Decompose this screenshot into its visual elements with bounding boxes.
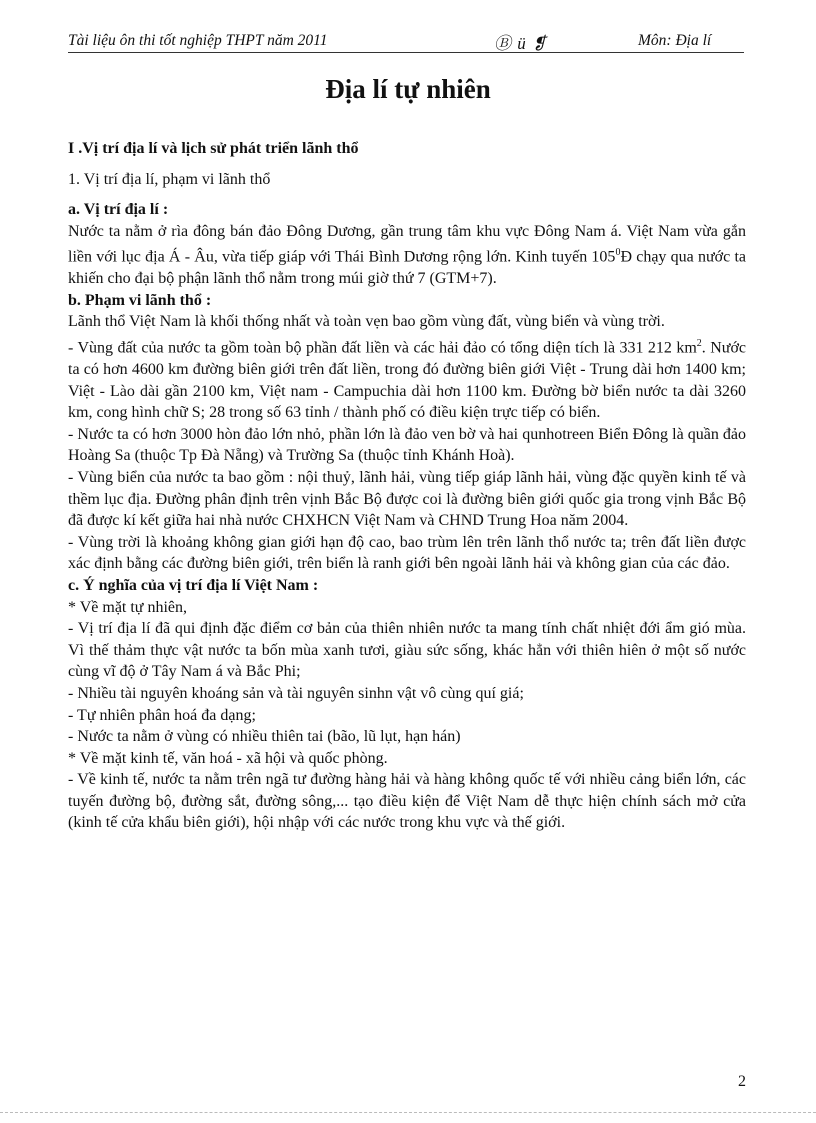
subsection-heading: 1. Vị trí địa lí, phạm vi lãnh thổ: [68, 170, 271, 188]
document-body: [68, 138, 746, 834]
paragraph-a: Nước ta nằm ở rìa đông bán đảo Đông Dương, gần trung tâm khu vực Đông Nam á. Việt Nam vừa gắn liền với lục địa Á - Âu, vừa tiếp giáp với Thái Bình Dương rộng lớn. Kinh tuyến $105^0Đ$ chạy qua nước ta khiến cho đại bộ phận lãnh thổ nằm trong múi giờ thứ 7 (GTM+7).: [68, 222, 747, 288]
paragraph-b-2: - Nước ta có hơn 3000 hòn đảo lớn nhỏ, phần lớn là đảo ven bờ và hai qunhotreen Biển Đông là quần đảo Hoàng Sa (thuộc Tp Đà Nẵng) và Trường Sa (thuộc tỉnh Khánh Hoà).: [68, 425, 746, 465]
header-symbol: Ⓑ ü ❡: [494, 34, 548, 53]
list-item: * Về mặt tự nhiên,: [68, 598, 188, 616]
page-header: [68, 32, 744, 53]
heading-b: b. Phạm vi lãnh thổ :: [68, 291, 212, 309]
page-number: 2: [738, 1073, 746, 1090]
paragraph-b-3: - Vùng biển của nước ta bao gồm : nội thuỷ, lãnh hải, vùng tiếp giáp lãnh hải, vùng đặc quyền kinh tế và thềm lục địa. Đường phân định trên vịnh Bắc Bộ được coi là đường biên giới quốc gia trong vịnh Bắc Bộ đã được kí kết giữa hai nhà nước CHXHCN Việt Nam và CHND Trung Hoa năm 2004.: [68, 468, 746, 530]
page-title: Địa lí tự nhiên: [325, 74, 491, 104]
heading-c: c. Ý nghĩa của vị trí địa lí Việt Nam :: [68, 576, 319, 594]
list-item: - Nhiều tài nguyên khoáng sản và tài nguyên sinhn vật vô cùng quí giá;: [68, 684, 524, 702]
list-item: - Về kinh tế, nước ta nằm trên ngã tư đường hàng hải và hàng không quốc tế với nhiều cảng biển lớn, các tuyến đường bộ, đường sắt, đường sông,... tạo điều kiện để Việt Nam dễ thực hiện chính sách mở cửa (kinh tế cửa khẩu biên giới), hội nhập với các nước trong khu vực và thế giới.: [68, 771, 746, 832]
paragraph-b-4: - Vùng trời là khoảng không gian giới hạn độ cao, bao trùm lên trên lãnh thổ nước ta; trên đất liền được xác định bằng các đường biên giới, trên biển là ranh giới bên ngoài lãnh hải và không gian của các đảo.: [68, 533, 746, 573]
list-item: - Vị trí địa lí đã qui định đặc điểm cơ bản của thiên nhiên nước ta mang tính chất nhiệt đới ẩm gió mùa. Vì thế thảm thực vật nước ta bốn mùa xanh tươi, giàu sức sống, khác hẳn với thiên hiên ở một số nước cùng vĩ độ ở Tây Nam á và Bắc Phi;: [68, 620, 746, 681]
header-doc-title: Tài liệu ôn thi tốt nghiệp THPT năm 2011: [68, 32, 328, 49]
paragraph-b-1: - Vùng đất của nước ta gồm toàn bộ phần đất liền và các hải đảo có tổng diện tích là 331 212 $km^2$. Nước ta có hơn 4600 km đường biên giới trên đất liền, trong đó đường biên giới Việt - Trung dài hơn 1400 km; Việt - Lào dài gần 2100 km, Việt nam - Campuchia dài hơn 1100 km. Đường bờ biển nước ta dài 3260 km, cong hình chữ S; 28 trong số 63 tỉnh / thành phố có điều kiện trực tiếp có biển.: [68, 338, 746, 422]
section-heading: I .Vị trí địa lí và lịch sử phát triển lãnh thổ: [68, 140, 359, 157]
list-item: - Tự nhiên phân hoá đa dạng;: [68, 706, 256, 724]
heading-a: a. Vị trí địa lí :: [68, 201, 169, 219]
paragraph-b-intro: Lãnh thổ Việt Nam là khối thống nhất và toàn vẹn bao gồm vùng đất, vùng biển và vùng trời.: [68, 313, 665, 331]
page-bottom-rule: [0, 1112, 816, 1113]
header-subject: Môn: Địa lí: [638, 32, 712, 49]
list-item: * Về mặt kinh tế, văn hoá - xã hội và quốc phòng.: [68, 749, 388, 767]
list-item: - Nước ta nằm ở vùng có nhiều thiên tai (bão, lũ lụt, hạn hán): [68, 728, 461, 746]
